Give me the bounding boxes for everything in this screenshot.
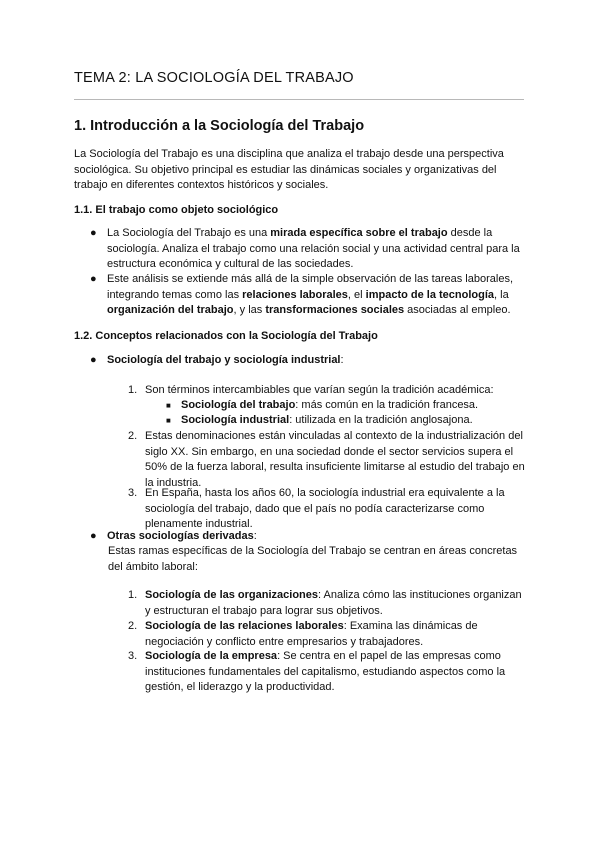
list-item xyxy=(107,226,527,273)
sub-item-text: : más común en la tradición francesa. xyxy=(295,399,479,411)
bullet-text: asociadas al empleo. xyxy=(404,304,511,316)
bullet-bold-text: relaciones laborales xyxy=(242,288,348,301)
bullet-text: , el xyxy=(347,288,366,301)
list-number: 1. xyxy=(128,589,138,601)
derived-intro-text: Estas ramas específicas de la Sociología del Trabajo se centran en áreas concretas del ámbito laboral: xyxy=(108,545,518,573)
sub-item-bold: Sociología del trabajo xyxy=(181,399,296,411)
numbered-item-text: Estas denominaciones están vinculadas al contexto de la industrialización del siglo XX. Sin embargo, en una sociedad donde el sector servicios supera el 50% de la fuerza laboral, resulta insuficiente limitarse al estudio del trabajo en la industria. xyxy=(145,430,525,489)
bullet-icon: ● xyxy=(90,530,97,542)
bullet-bold-text: Otras sociologías derivadas xyxy=(107,530,254,542)
intro-paragraph: La Sociología del Trabajo es una disciplina que analiza el trabajo desde una perspectiva sociológica. Su objetivo principal es estudiar las dinámicas sociales y organizativas del trabajo en diferentes contextos históricos y sociales. xyxy=(74,148,504,191)
bullet-bold-text: transformaciones sociales xyxy=(265,304,405,316)
bullet-bold-text: mirada específica sobre el trabajo xyxy=(270,227,448,239)
item-bold: Sociología de las relaciones laborales xyxy=(145,620,344,632)
section-heading: 1. Introducción a la Sociología del Trabajo xyxy=(74,118,365,134)
numbered-item-text: Son términos intercambiables que varían según la tradición académica: xyxy=(145,384,494,396)
list-item xyxy=(107,272,527,319)
bullet-bold-text: impacto de la tecnología xyxy=(365,288,495,301)
item-text: : Examina las dinámicas de negociación y conflicto entre empresarios y trabajadores. xyxy=(145,620,478,648)
bullet-text: La Sociología del Trabajo es una xyxy=(107,227,271,239)
square-bullet-icon: ■ xyxy=(166,401,171,410)
item-text: : Analiza cómo las instituciones organizan y estructuran el trabajo para lograr sus objetivos. xyxy=(145,589,522,617)
bullet-text: , la xyxy=(494,288,509,301)
sub-item-bold: Sociología industrial xyxy=(181,414,290,426)
document-title: TEMA 2: LA SOCIOLOGÍA DEL TRABAJO xyxy=(74,70,354,86)
subsection-heading-1-2: 1.2. Conceptos relacionados con la Sociología del Trabajo xyxy=(74,330,378,342)
item-bold: Sociología de las organizaciones xyxy=(145,589,318,601)
subsection-heading-1-1: 1.1. El trabajo como objeto sociológico xyxy=(74,204,279,216)
list-number: 3. xyxy=(128,487,138,499)
item-text: : Se centra en el papel de las empresas como instituciones fundamentales del capitalismo, estudiando aspectos como la gestión, el liderazgo y la productividad. xyxy=(145,650,506,693)
list-number: 3. xyxy=(128,650,138,662)
list-number: 1. xyxy=(128,384,138,396)
sub-list-item xyxy=(181,398,526,414)
numbered-item-text xyxy=(145,649,527,696)
sub-item-text: : utilizada en la tradición anglosajona. xyxy=(289,414,473,426)
bullet-bold-text: organización del trabajo xyxy=(107,304,234,316)
item-bold: Sociología de la empresa xyxy=(145,650,278,662)
bullet-icon: ● xyxy=(90,354,97,366)
sub-list-item xyxy=(181,413,526,429)
bullet-icon: ● xyxy=(90,273,97,285)
bullet-text: , y las xyxy=(233,304,266,316)
numbered-item-text xyxy=(145,619,527,650)
bullet-icon: ● xyxy=(90,227,97,239)
bullet-bold-text: Sociología del trabajo y sociología industrial xyxy=(107,354,341,366)
list-item xyxy=(107,353,527,369)
bullet-text: desde la sociología. Analiza el trabajo como una relación social y una actividad central para la estructura económica y cultural de las sociedades. xyxy=(107,227,520,270)
list-number: 2. xyxy=(128,620,138,632)
square-bullet-icon: ■ xyxy=(166,416,171,425)
title-divider xyxy=(74,99,524,100)
bullet-text: : xyxy=(340,354,344,366)
list-number: 2. xyxy=(128,430,138,442)
numbered-item-text xyxy=(145,588,527,619)
numbered-item-text: En España, hasta los años 60, la sociología industrial era equivalente a la sociología del trabajo, dado que el país no podía caracterizarse como plenamente industrial. xyxy=(145,487,505,530)
bullet-text: Este análisis se extiende más allá de la simple observación de las tareas laborales, integrando temas como las xyxy=(107,273,513,301)
list-item xyxy=(107,529,527,545)
bullet-text: : xyxy=(253,530,257,542)
